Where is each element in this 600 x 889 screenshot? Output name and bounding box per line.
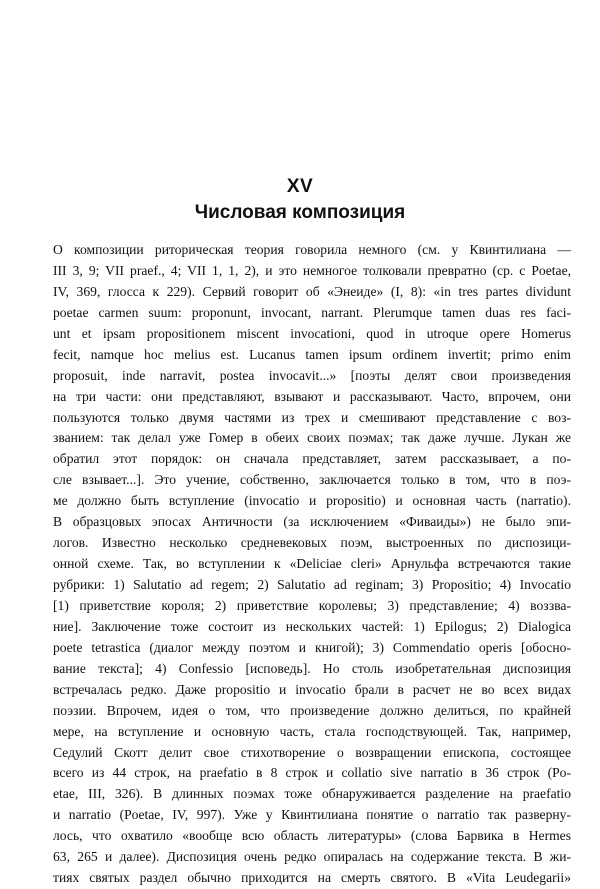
text-line: мере, на вступление и основную часть, стала господствующей. Так, например, <box>53 723 571 739</box>
text-line: пользуются только двумя частями из трех и смешивают представление с воз- <box>53 409 571 425</box>
text-line: etae, III, 326). В длинных поэмах тоже обнаруживается разделение на praefatio <box>53 786 571 802</box>
text-line: онной схеме. Так, во вступлении к «Deliciae cleri» Арнульфа встречаются такие <box>53 556 571 572</box>
text-line: званием: так делал уже Гомер в обеих своих поэмах; так даже лучше. Лукан же <box>53 430 571 446</box>
text-line: поэзии. Впрочем, идея о том, что произведение должно делиться, по крайней <box>53 702 571 718</box>
text-line: IV, 369, глосса к 229). Сервий говорит об «Энеиде» (I, 8): «in tres partes dividunt <box>53 283 571 299</box>
text-line: Седулий Скотт делит свое стихотворение о возвращении епископа, состоящее <box>53 744 571 760</box>
text-line: вание текста]; 4) Confessio [исповедь]. Но столь изобретательная диспозиция <box>53 660 571 676</box>
text-line: лось, что охватило «вообще всю область литературы» (слова Барвика в Hermes <box>53 828 571 844</box>
body-paragraph <box>53 240 571 889</box>
text-line: обратил этот порядок: он сначала представляет, затем рассказывает, а по- <box>53 451 571 467</box>
text-line: логов. Известно несколько средневековых поэм, выстроенных по диспозици- <box>53 535 571 551</box>
text-line: III 3, 9; VII praef., 4; VII 1, 1, 2), и это немногое толковали превратно (ср. с Poetae, <box>53 262 571 278</box>
text-line: fecit, namque hoc melius est. Lucanus tamen ipsum ordinem invertit; primo enim <box>53 346 571 362</box>
text-line: рубрики: 1) Salutatio ad regem; 2) Salutatio ad reginam; 3) Propositio; 4) Invocatio <box>53 577 571 592</box>
text-line: встречалась редко. Даже propositio и invocatio брали в расчет не во всех видах <box>53 681 571 697</box>
chapter-title: Числовая композиция <box>194 202 406 223</box>
text-line: сле взывает...]. Это учение, собственно, заключается только в том, что в поэ- <box>53 472 571 488</box>
text-line: В образцовых эпосах Античности (за исключением «Фиваиды») не было эпи- <box>53 514 571 530</box>
chapter-number: XV <box>286 176 314 197</box>
text-line: poetae carmen suum: proponunt, invocant, narrant. Plerumque tamen duas res faci- <box>53 304 571 320</box>
text-line: proposuit, inde narravit, postea invocavit...» [поэты делят свои произведения <box>53 367 571 383</box>
text-line: unt et ipsam propositionem miscent invocationi, quod in utroque opere Homerus <box>53 325 571 341</box>
text-line: 63, 265 и далее). Диспозиция очень редко опиралась на содержание текста. В жи- <box>53 849 571 865</box>
text-line: всего из 44 строк, на praefatio в 8 строк и collatio sive narratio в 36 строк (Po- <box>53 765 571 781</box>
text-line: ме должно быть вступление (invocatio и propositio) и основная часть (narratio). <box>53 493 571 509</box>
text-line: и narratio (Poetae, IV, 997). Уже у Квинтилиана понятие о narratio так разверну- <box>53 807 571 823</box>
text-line: [1) приветствие короля; 2) приветствие королевы; 3) представление; 4) воззва- <box>53 597 571 613</box>
text-line: О композиции риторическая теория говорила немного (см. у Квинтилиана — <box>53 242 571 257</box>
text-line: poete tetrastica (диалог между поэтом и книгой); 3) Commendatio operis [обосно- <box>53 639 571 655</box>
text-line: тиях святых раздел обычно приходится на смерть святого. В «Vita Leudegarii» <box>53 870 571 886</box>
text-line: ние]. Заключение тоже состоит из нескольких частей: 1) Epilogus; 2) Dialogica <box>53 618 571 634</box>
text-line: на три части: они представляют, взывают и рассказывают. Часто, впрочем, они <box>53 388 571 404</box>
